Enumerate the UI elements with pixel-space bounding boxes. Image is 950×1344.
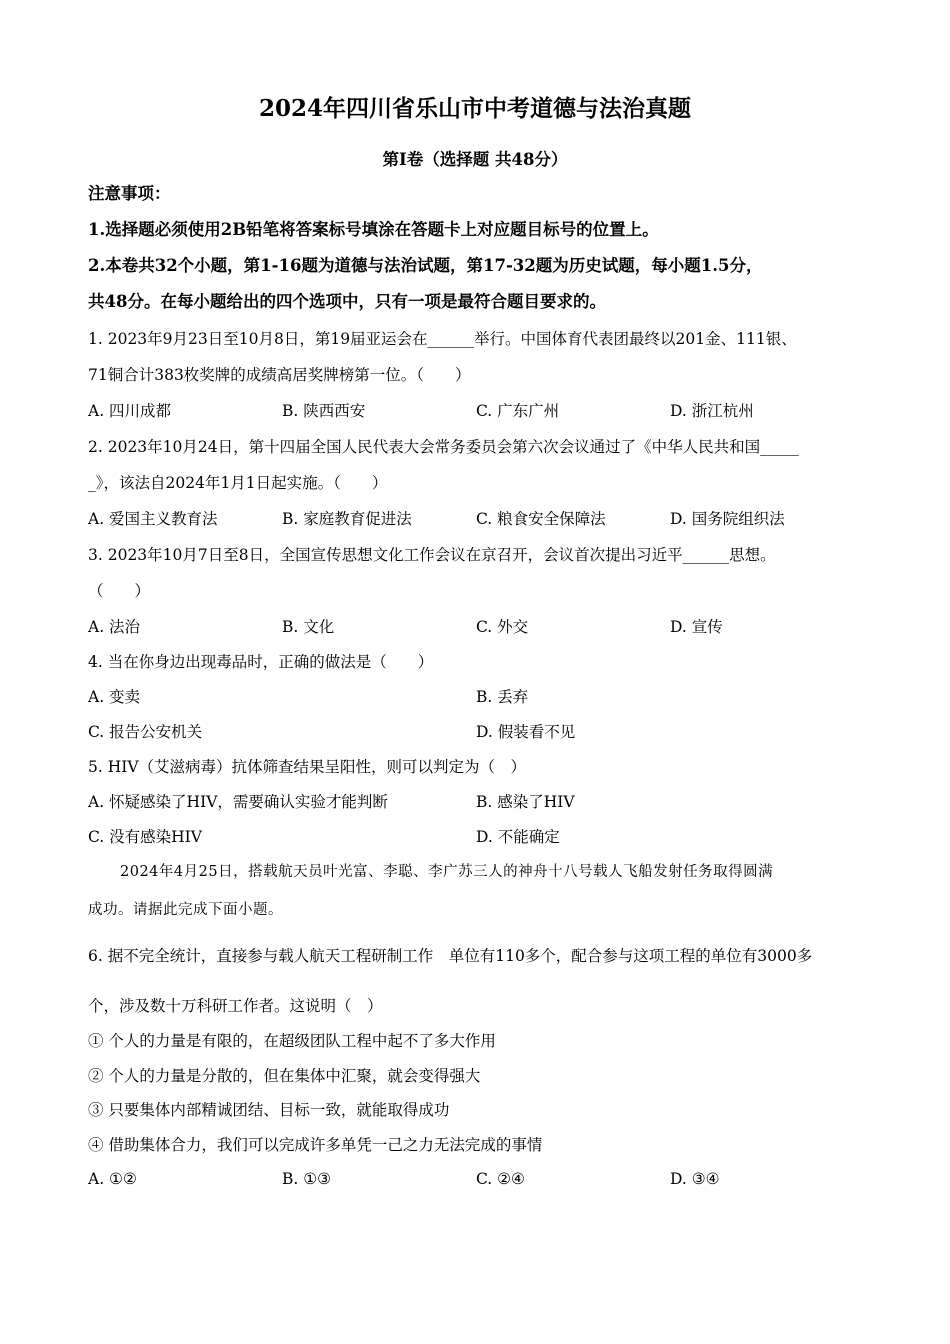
question-5-option-b[interactable]: B. 感染了HIV [476, 793, 575, 811]
question-6-option-a[interactable]: A. ①② [88, 1170, 137, 1188]
question-2-option-b[interactable]: B. 家庭教育促进法 [282, 510, 412, 528]
question-5-option-d[interactable]: D. 不能确定 [476, 828, 560, 846]
question-6-statement-4: ④ 借助集体合力，我们可以完成许多单凭一己之力无法完成的事情 [88, 1136, 543, 1154]
question-5-option-a[interactable]: A. 怀疑感染了HIV，需要确认实验才能判断 [88, 793, 388, 811]
notice-heading: 注意事项： [88, 184, 171, 203]
question-4-option-c[interactable]: C. 报告公安机关 [88, 723, 203, 741]
question-6-statement-3: ③ 只要集体内部精诚团结、目标一致，就能取得成功 [88, 1101, 450, 1119]
notice-item-1: 1.选择题必须使用2B铅笔将答案标号填涂在答题卡上对应题目标号的位置上。 [88, 220, 659, 239]
question-2-option-c[interactable]: C. 粮食安全保障法 [476, 510, 606, 528]
passage-line-1: 2024年4月25日，搭载航天员叶光富、李聪、李广苏三人的神舟十八号载人飞船发射任务取得圆满 [120, 864, 774, 880]
question-6-statement-2: ② 个人的力量是分散的，但在集体中汇聚，就会变得强大 [88, 1067, 481, 1085]
question-5-stem: 5. HIV（艾滋病毒）抗体筛查结果呈阳性，则可以判定为（ ） [88, 758, 527, 776]
section-subtitle: 第Ⅰ卷（选择题 共48分） [382, 150, 568, 169]
question-6-option-d[interactable]: D. ③④ [670, 1170, 720, 1188]
question-1-option-b[interactable]: B. 陕西西安 [282, 402, 366, 420]
question-2-option-a[interactable]: A. 爱国主义教育法 [88, 510, 218, 528]
question-2-option-d[interactable]: D. 国务院组织法 [670, 510, 785, 528]
question-2-stem-cont: _》，该法自2024年1月1日起实施。（ ） [88, 474, 388, 492]
passage-line-2: 成功。请据此完成下面小题。 [88, 902, 283, 918]
question-1-option-c[interactable]: C. 广东广州 [476, 402, 560, 420]
question-4-option-a[interactable]: A. 变卖 [88, 688, 141, 706]
question-1-stem-cont: 71铜合计383枚奖牌的成绩高居奖牌榜第一位。（ ） [88, 366, 471, 384]
question-3-stem-cont: （ ） [88, 582, 151, 600]
question-6-stem: 6. 据不完全统计，直接参与载人航天工程研制工作 单位有110多个，配合参与这项工程的单位有3000多 [88, 947, 813, 965]
question-3-option-c[interactable]: C. 外交 [476, 618, 529, 636]
question-4-option-d[interactable]: D. 假装看不见 [476, 723, 576, 741]
question-6-statement-1: ① 个人的力量是有限的，在超级团队工程中起不了多大作用 [88, 1032, 496, 1050]
notice-item-2-cont: 共48分。在每小题给出的四个选项中，只有一项是最符合题目要求的。 [88, 292, 606, 311]
question-3-option-d[interactable]: D. 宣传 [670, 618, 723, 636]
question-3-stem: 3. 2023年10月7日至8日，全国宣传思想文化工作会议在京召开，会议首次提出习近平______思想。 [88, 546, 776, 564]
question-5-option-c[interactable]: C. 没有感染HIV [88, 828, 202, 846]
page-title: 2024年四川省乐山市中考道德与法治真题 [258, 95, 691, 122]
question-3-option-a[interactable]: A. 法治 [88, 618, 141, 636]
question-1-option-d[interactable]: D. 浙江杭州 [670, 402, 754, 420]
question-6-stem-cont: 个，涉及数十万科研工作者。这说明（ ） [88, 997, 383, 1015]
notice-item-2: 2.本卷共32个小题，第1-16题为道德与法治试题，第17-32题为历史试题，每小题1.5分， [88, 256, 763, 275]
question-1-stem: 1. 2023年9月23日至10月8日，第19届亚运会在______举行。中国体育代表团最终以201金、111银、 [88, 330, 797, 348]
question-4-option-b[interactable]: B. 丢弃 [476, 688, 529, 706]
question-4-stem: 4. 当在你身边出现毒品时，正确的做法是（ ） [88, 653, 434, 671]
question-6-option-b[interactable]: B. ①③ [282, 1170, 332, 1188]
question-6-option-c[interactable]: C. ②④ [476, 1170, 525, 1188]
question-3-option-b[interactable]: B. 文化 [282, 618, 335, 636]
question-2-stem: 2. 2023年10月24日，第十四届全国人民代表大会常务委员会第六次会议通过了《中华人民共和国_____ [88, 438, 799, 456]
question-1-option-a[interactable]: A. 四川成都 [88, 402, 172, 420]
